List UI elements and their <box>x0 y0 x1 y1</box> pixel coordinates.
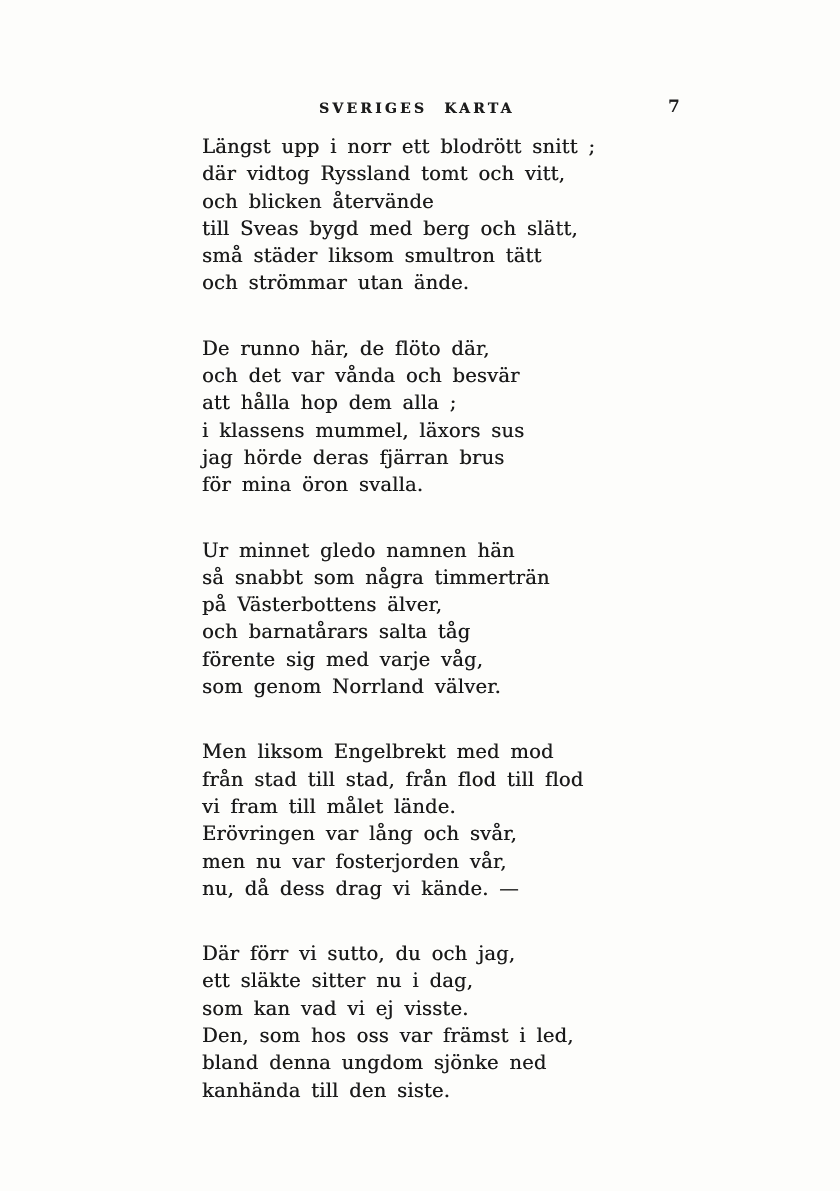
running-header-title: SVERIGES KARTA <box>319 101 515 117</box>
poem-line: och det var vånda och besvär <box>202 364 520 388</box>
poem-line: men nu var fosterjorden vår, <box>202 849 507 873</box>
poem-line: små städer liksom smultron tätt <box>202 244 542 268</box>
poem-line: och blicken återvände <box>202 189 434 213</box>
stanza-3 <box>202 537 595 701</box>
poem-line: Längst upp i norr ett blodrött snitt ; <box>202 135 596 158</box>
page-number: 7 <box>668 97 680 117</box>
stanza-4 <box>202 738 595 902</box>
poem-line: att hålla hop dem alla ; <box>202 391 457 415</box>
stanza-5 <box>202 940 595 1104</box>
poem-line: som genom Norrland välver. <box>202 675 501 699</box>
poem-line: bland denna ungdom sjönke ned <box>202 1051 547 1075</box>
stanza-2 <box>202 335 595 499</box>
poem-line: vi fram till målet lände. <box>202 794 456 818</box>
poem-line: Erövringen var lång och svår, <box>202 822 517 846</box>
poem-line: så snabbt som några timmerträn <box>202 565 550 589</box>
poem-line: Där förr vi sutto, du och jag, <box>202 942 516 966</box>
poem-line: som kan vad vi ej visste. <box>202 996 469 1020</box>
poem-line: kanhända till den siste. <box>202 1078 451 1102</box>
poem-line: och barnatårars salta tåg <box>202 620 471 644</box>
poem-line: förente sig med varje våg, <box>202 647 484 671</box>
poem-line: nu, då dess drag vi kände. — <box>202 876 519 900</box>
poem-line: där vidtog Ryssland tomt och vitt, <box>202 162 565 186</box>
poem <box>202 133 595 1104</box>
poem-line: för mina öron svalla. <box>202 473 424 497</box>
poem-line: jag hörde deras fjärran brus <box>202 445 505 469</box>
poem-line: till Sveas bygd med berg och slätt, <box>202 216 578 240</box>
poem-line: Ur minnet gledo namnen hän <box>202 538 515 562</box>
poem-line: och strömmar utan ände. <box>202 271 470 295</box>
poem-line: i klassens mummel, läxors sus <box>202 418 525 442</box>
poem-line: från stad till stad, från flod till flod <box>202 767 584 791</box>
poem-line: Den, som hos oss var främst i led, <box>202 1024 574 1048</box>
stanza-1 <box>202 133 595 297</box>
poem-line: på Västerbottens älver, <box>202 593 443 617</box>
poem-line: Men liksom Engelbrekt med mod <box>202 740 554 764</box>
poem-line: De runno här, de flöto där, <box>202 336 490 360</box>
poem-line: ett släkte sitter nu i dag, <box>202 969 474 993</box>
